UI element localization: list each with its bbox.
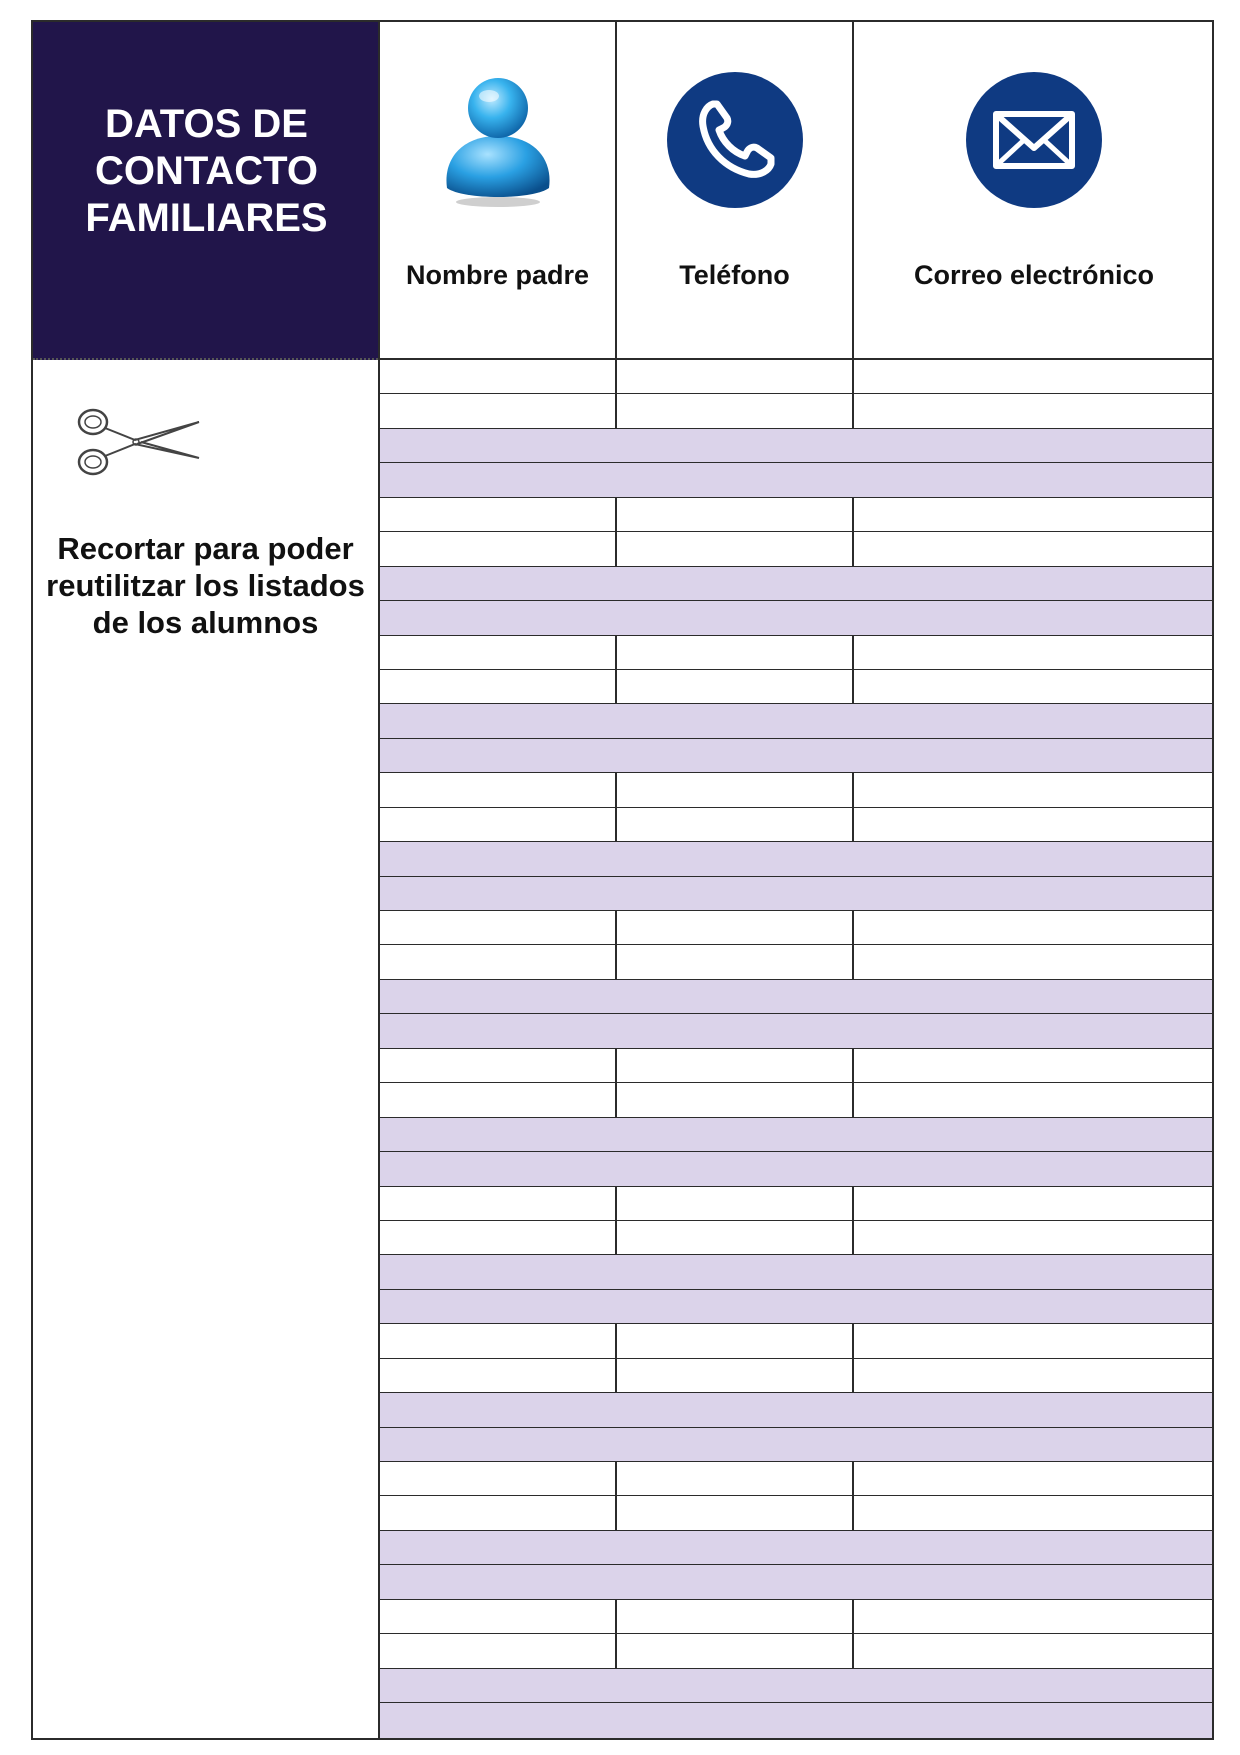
row-cell-email[interactable] bbox=[854, 1324, 1212, 1357]
row-cell-name[interactable] bbox=[380, 532, 615, 565]
row-cell-name[interactable] bbox=[380, 1600, 615, 1633]
row-cell-name[interactable] bbox=[380, 877, 615, 910]
column-label-phone: Teléfono bbox=[679, 260, 790, 290]
table-row bbox=[380, 670, 1212, 704]
row-cell-phone[interactable] bbox=[617, 360, 852, 393]
contact-rows bbox=[380, 360, 1212, 1738]
row-cell-phone[interactable] bbox=[617, 842, 852, 875]
row-cell-name[interactable] bbox=[380, 1634, 615, 1667]
row-cell-name[interactable] bbox=[380, 1393, 615, 1426]
row-cell-email[interactable] bbox=[854, 429, 1212, 462]
row-cell-email[interactable] bbox=[854, 1083, 1212, 1116]
table-row bbox=[380, 1669, 1212, 1703]
row-cell-email[interactable] bbox=[854, 739, 1212, 772]
row-cell-email[interactable] bbox=[854, 945, 1212, 978]
row-cell-email[interactable] bbox=[854, 532, 1212, 565]
table-row bbox=[380, 945, 1212, 979]
row-cell-phone[interactable] bbox=[617, 877, 852, 910]
row-cell-name[interactable] bbox=[380, 1290, 615, 1323]
row-cell-phone[interactable] bbox=[617, 636, 852, 669]
row-cell-phone[interactable] bbox=[617, 945, 852, 978]
table-row bbox=[380, 739, 1212, 773]
row-cell-name[interactable] bbox=[380, 1014, 615, 1047]
row-cell-name[interactable] bbox=[380, 773, 615, 806]
scissors-icon bbox=[75, 402, 205, 482]
row-cell-phone[interactable] bbox=[617, 601, 852, 634]
table-row bbox=[380, 773, 1212, 807]
title-line-2: CONTACTO bbox=[95, 148, 318, 193]
row-cell-phone[interactable] bbox=[617, 394, 852, 427]
row-cell-phone[interactable] bbox=[617, 911, 852, 944]
row-cell-phone[interactable] bbox=[617, 670, 852, 703]
row-cell-email[interactable] bbox=[854, 1496, 1212, 1529]
table-row bbox=[380, 1049, 1212, 1083]
row-cell-phone[interactable] bbox=[617, 1187, 852, 1220]
row-cell-email[interactable] bbox=[854, 670, 1212, 703]
row-cell-name[interactable] bbox=[380, 1496, 615, 1529]
table-row bbox=[380, 877, 1212, 911]
row-cell-name[interactable] bbox=[380, 1255, 615, 1288]
table-row bbox=[380, 567, 1212, 601]
row-cell-email[interactable] bbox=[854, 1462, 1212, 1495]
row-cell-email[interactable] bbox=[854, 1703, 1212, 1737]
row-cell-name[interactable] bbox=[380, 670, 615, 703]
row-cell-phone[interactable] bbox=[617, 1014, 852, 1047]
row-cell-email[interactable] bbox=[854, 842, 1212, 875]
table-row bbox=[380, 1014, 1212, 1048]
row-cell-phone[interactable] bbox=[617, 1152, 852, 1185]
table-row bbox=[380, 1118, 1212, 1152]
row-cell-phone[interactable] bbox=[617, 773, 852, 806]
table-row bbox=[380, 704, 1212, 738]
row-cell-phone[interactable] bbox=[617, 1290, 852, 1323]
row-cell-name[interactable] bbox=[380, 980, 615, 1013]
table-row bbox=[380, 1531, 1212, 1565]
cut-line bbox=[33, 358, 378, 360]
row-cell-email[interactable] bbox=[854, 1118, 1212, 1151]
row-cell-name[interactable] bbox=[380, 1152, 615, 1185]
row-cell-email[interactable] bbox=[854, 1600, 1212, 1633]
row-cell-name[interactable] bbox=[380, 1083, 615, 1116]
row-cell-name[interactable] bbox=[380, 1669, 615, 1702]
table-row bbox=[380, 980, 1212, 1014]
row-cell-email[interactable] bbox=[854, 911, 1212, 944]
row-cell-email[interactable] bbox=[854, 704, 1212, 737]
column-label-email: Correo electrónico bbox=[913, 260, 1155, 290]
row-cell-phone[interactable] bbox=[617, 808, 852, 841]
title-block bbox=[33, 22, 380, 360]
table-row bbox=[380, 1565, 1212, 1599]
table-row bbox=[380, 1083, 1212, 1117]
row-cell-email[interactable] bbox=[854, 1669, 1212, 1702]
table-row bbox=[380, 808, 1212, 842]
row-cell-email[interactable] bbox=[854, 808, 1212, 841]
table-row bbox=[380, 394, 1212, 428]
table-row bbox=[380, 1152, 1212, 1186]
row-cell-name[interactable] bbox=[380, 911, 615, 944]
row-cell-phone[interactable] bbox=[617, 1703, 852, 1737]
row-cell-name[interactable] bbox=[380, 1118, 615, 1151]
table-row bbox=[380, 1428, 1212, 1462]
column-header-email bbox=[854, 22, 1214, 360]
row-cell-phone[interactable] bbox=[617, 1428, 852, 1461]
row-cell-email[interactable] bbox=[854, 1049, 1212, 1082]
row-cell-phone[interactable] bbox=[617, 1393, 852, 1426]
note-line-3: de los alumnos bbox=[92, 605, 319, 640]
table-row bbox=[380, 429, 1212, 463]
row-cell-name[interactable] bbox=[380, 429, 615, 462]
row-cell-name[interactable] bbox=[380, 739, 615, 772]
row-cell-email[interactable] bbox=[854, 1014, 1212, 1047]
row-cell-phone[interactable] bbox=[617, 1565, 852, 1598]
title-line-3: FAMILIARES bbox=[85, 195, 328, 240]
row-cell-phone[interactable] bbox=[617, 1462, 852, 1495]
row-cell-email[interactable] bbox=[854, 394, 1212, 427]
row-cell-phone[interactable] bbox=[617, 1049, 852, 1082]
table-row bbox=[380, 1634, 1212, 1668]
row-cell-name[interactable] bbox=[380, 1049, 615, 1082]
cut-note-text bbox=[33, 530, 378, 641]
row-cell-email[interactable] bbox=[854, 1565, 1212, 1598]
column-header-name bbox=[380, 22, 615, 360]
row-cell-email[interactable] bbox=[854, 601, 1212, 634]
row-cell-email[interactable] bbox=[854, 567, 1212, 600]
row-cell-phone[interactable] bbox=[617, 1634, 852, 1667]
email-icon bbox=[964, 70, 1104, 210]
table-row bbox=[380, 463, 1212, 497]
row-cell-name[interactable] bbox=[380, 360, 615, 393]
table-row bbox=[380, 842, 1212, 876]
row-cell-phone[interactable] bbox=[617, 463, 852, 496]
phone-icon bbox=[665, 70, 805, 210]
row-cell-phone[interactable] bbox=[617, 1496, 852, 1529]
row-cell-email[interactable] bbox=[854, 1255, 1212, 1288]
row-cell-name[interactable] bbox=[380, 1565, 615, 1598]
row-cell-email[interactable] bbox=[854, 463, 1212, 496]
row-cell-phone[interactable] bbox=[617, 1221, 852, 1254]
row-cell-name[interactable] bbox=[380, 636, 615, 669]
row-cell-name[interactable] bbox=[380, 394, 615, 427]
table-row bbox=[380, 360, 1212, 394]
row-cell-email[interactable] bbox=[854, 877, 1212, 910]
row-cell-phone[interactable] bbox=[617, 429, 852, 462]
row-cell-phone[interactable] bbox=[617, 498, 852, 531]
row-cell-phone[interactable] bbox=[617, 1600, 852, 1633]
row-cell-email[interactable] bbox=[854, 1187, 1212, 1220]
row-cell-name[interactable] bbox=[380, 1324, 615, 1357]
page-title bbox=[85, 101, 327, 282]
row-cell-name[interactable] bbox=[380, 945, 615, 978]
row-cell-phone[interactable] bbox=[617, 1255, 852, 1288]
row-cell-email[interactable] bbox=[854, 1531, 1212, 1564]
row-cell-email[interactable] bbox=[854, 1393, 1212, 1426]
row-cell-phone[interactable] bbox=[617, 1669, 852, 1702]
row-cell-phone[interactable] bbox=[617, 739, 852, 772]
row-cell-name[interactable] bbox=[380, 1462, 615, 1495]
row-cell-phone[interactable] bbox=[617, 704, 852, 737]
table-row bbox=[380, 1462, 1212, 1496]
table-row bbox=[380, 1324, 1212, 1358]
table-row bbox=[380, 911, 1212, 945]
row-cell-phone[interactable] bbox=[617, 1359, 852, 1392]
row-cell-phone[interactable] bbox=[617, 532, 852, 565]
person-icon bbox=[433, 70, 563, 210]
column-label-name: Nombre padre bbox=[405, 260, 590, 290]
row-cell-email[interactable] bbox=[854, 1152, 1212, 1185]
table-row bbox=[380, 498, 1212, 532]
table-row bbox=[380, 1600, 1212, 1634]
row-cell-name[interactable] bbox=[380, 1221, 615, 1254]
row-cell-name[interactable] bbox=[380, 1428, 615, 1461]
row-cell-phone[interactable] bbox=[617, 1083, 852, 1116]
row-cell-name[interactable] bbox=[380, 601, 615, 634]
note-line-2: reutilitzar los listados bbox=[46, 568, 365, 603]
table-row bbox=[380, 1221, 1212, 1255]
table-row bbox=[380, 532, 1212, 566]
row-cell-name[interactable] bbox=[380, 704, 615, 737]
title-line-1: DATOS DE bbox=[104, 101, 308, 146]
row-cell-phone[interactable] bbox=[617, 980, 852, 1013]
row-cell-name[interactable] bbox=[380, 1531, 615, 1564]
row-cell-name[interactable] bbox=[380, 463, 615, 496]
row-cell-name[interactable] bbox=[380, 1703, 615, 1737]
row-cell-email[interactable] bbox=[854, 498, 1212, 531]
row-cell-email[interactable] bbox=[854, 1290, 1212, 1323]
row-cell-email[interactable] bbox=[854, 980, 1212, 1013]
row-cell-phone[interactable] bbox=[617, 567, 852, 600]
row-cell-phone[interactable] bbox=[617, 1324, 852, 1357]
row-cell-email[interactable] bbox=[854, 1634, 1212, 1667]
table-row bbox=[380, 1703, 1212, 1737]
table-row bbox=[380, 636, 1212, 670]
contact-sheet bbox=[31, 20, 1214, 1740]
row-cell-name[interactable] bbox=[380, 808, 615, 841]
table-row bbox=[380, 1290, 1212, 1324]
table-row bbox=[380, 1187, 1212, 1221]
table-row bbox=[380, 1496, 1212, 1530]
row-cell-email[interactable] bbox=[854, 1428, 1212, 1461]
row-cell-name[interactable] bbox=[380, 567, 615, 600]
note-line-1: Recortar para poder bbox=[57, 531, 354, 566]
row-cell-email[interactable] bbox=[854, 1221, 1212, 1254]
row-cell-name[interactable] bbox=[380, 842, 615, 875]
table-row bbox=[380, 1255, 1212, 1289]
row-cell-phone[interactable] bbox=[617, 1531, 852, 1564]
row-cell-email[interactable] bbox=[854, 773, 1212, 806]
column-header-phone bbox=[617, 22, 852, 360]
row-cell-name[interactable] bbox=[380, 1359, 615, 1392]
row-cell-name[interactable] bbox=[380, 498, 615, 531]
row-cell-email[interactable] bbox=[854, 1359, 1212, 1392]
table-row bbox=[380, 601, 1212, 635]
row-cell-email[interactable] bbox=[854, 636, 1212, 669]
row-cell-phone[interactable] bbox=[617, 1118, 852, 1151]
table-row bbox=[380, 1359, 1212, 1393]
row-cell-email[interactable] bbox=[854, 360, 1212, 393]
table-row bbox=[380, 1393, 1212, 1427]
row-cell-name[interactable] bbox=[380, 1187, 615, 1220]
